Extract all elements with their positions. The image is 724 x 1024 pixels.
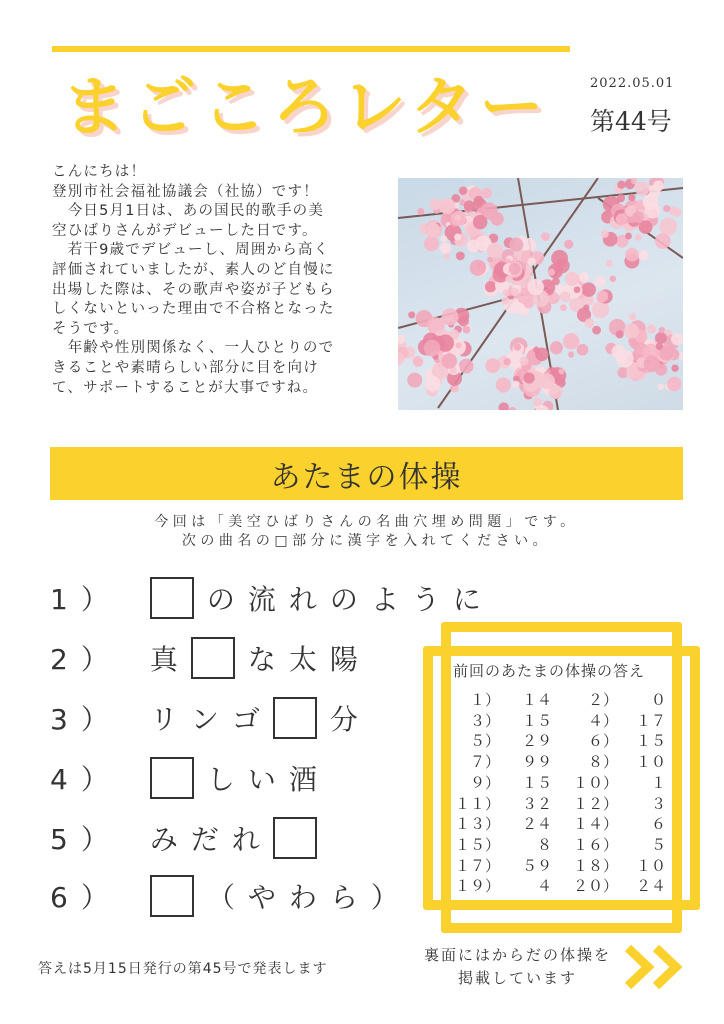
intro-line: しくないといった理由で不合格となった	[52, 301, 335, 318]
question-number: 6）	[50, 881, 122, 914]
blossom	[485, 281, 496, 292]
answer-row	[452, 835, 666, 856]
intro-line: 出場した際は、その歌声や姿が子どもら	[52, 281, 335, 298]
instruction-line: 今回は「美空ひばりさんの名曲穴埋め問題」です。	[154, 514, 579, 530]
blossom	[606, 260, 613, 267]
blossom	[643, 356, 659, 372]
back-page-line: 裏面にはからだの体操を	[423, 946, 611, 964]
blossom	[632, 211, 644, 223]
blossom	[616, 213, 628, 225]
blossom	[568, 352, 574, 358]
quiz-question	[50, 696, 371, 740]
answer-value: １７	[635, 711, 666, 730]
blossom	[653, 180, 664, 191]
blossom	[440, 242, 452, 254]
title-rule	[52, 46, 570, 52]
instruction-line: 次の曲名の□部分に漢字を入れてください。	[181, 533, 552, 549]
intro-line: 今日5月1日は、あの国民的歌手の美	[52, 203, 325, 220]
answer-value: １４	[521, 691, 552, 709]
blossom	[659, 327, 666, 334]
intro-line: 空ひばりさんがデビューした日です。	[52, 222, 318, 239]
blossom	[610, 276, 616, 282]
blossom	[592, 326, 601, 335]
blossom	[455, 215, 461, 221]
blossom	[579, 272, 589, 282]
question-text-after: の流れのように	[206, 583, 494, 616]
blossom	[564, 240, 573, 249]
blossom	[679, 350, 683, 362]
answer-number: ９）	[469, 773, 500, 792]
answer-value: １０	[635, 856, 666, 875]
blossom	[560, 291, 571, 302]
blossom	[424, 236, 439, 251]
question-number: 2）	[50, 643, 122, 676]
answer-number: １）	[469, 691, 500, 709]
answer-value: ９９	[521, 753, 552, 772]
question-text-before: 真	[149, 643, 191, 676]
newsletter-title: まごころレター	[62, 71, 550, 145]
blossom	[425, 223, 440, 238]
blossom	[585, 318, 595, 328]
answer-value: １０	[635, 753, 666, 772]
blossom	[533, 398, 542, 407]
blossom	[459, 359, 474, 374]
blossom	[487, 242, 503, 258]
blossom	[616, 330, 624, 338]
answer-value: ４	[536, 877, 552, 896]
blossom	[560, 304, 567, 311]
answer-value: １５	[635, 732, 666, 751]
blossom	[524, 373, 535, 384]
answer-number: １１）	[454, 794, 500, 813]
blossom	[663, 205, 670, 212]
blossom	[464, 200, 475, 211]
answer-number: ６）	[587, 732, 618, 751]
footer-note: 答えは5月15日発行の第45号で発表します	[38, 961, 328, 977]
answer-blank-box	[150, 757, 194, 799]
blossom	[459, 187, 467, 195]
blossom	[502, 297, 510, 305]
blossom	[655, 332, 667, 344]
blossom	[594, 276, 605, 287]
blossom	[548, 385, 562, 399]
answer-number: ８）	[587, 753, 618, 772]
blossom	[527, 257, 535, 265]
intro-line: こんにちは！	[52, 164, 147, 180]
quiz-question	[50, 756, 330, 800]
blossom	[550, 341, 563, 354]
intro-line: 評価されていましたが、素人のど自慢に	[52, 261, 335, 278]
answer-number: １５）	[454, 835, 500, 854]
answer-number: １９）	[454, 877, 500, 896]
blossom	[440, 235, 447, 242]
question-number: 5）	[50, 823, 122, 856]
section-banner	[50, 447, 683, 500]
answer-row	[452, 690, 666, 711]
blossom	[454, 233, 461, 240]
intro-line: そうです。	[52, 320, 130, 337]
blossom	[656, 343, 663, 350]
blossom	[565, 272, 579, 286]
blossom	[490, 212, 503, 225]
answer-value: １５	[521, 711, 552, 730]
answer-value: ０	[650, 691, 666, 709]
answer-row	[452, 814, 666, 835]
blossom	[441, 308, 458, 325]
answer-value: ８	[536, 835, 552, 854]
answer-value: ５	[650, 835, 666, 854]
quiz-question	[50, 816, 330, 860]
blossom	[407, 373, 422, 388]
answer-value: ２４	[635, 877, 666, 896]
blossom	[463, 326, 471, 334]
answer-number: ７）	[469, 753, 500, 772]
blossom	[504, 358, 511, 365]
answer-row	[452, 794, 666, 815]
blossom	[444, 253, 450, 259]
answer-value: ６	[650, 815, 666, 834]
answer-blank-box	[150, 875, 194, 917]
blossom	[474, 196, 484, 206]
answer-value: ５９	[521, 856, 552, 875]
blossom	[509, 238, 523, 252]
answer-blank-box	[191, 637, 235, 679]
blossom	[528, 279, 544, 295]
blossom	[456, 342, 462, 348]
blossom	[413, 357, 423, 367]
blossom	[481, 188, 492, 199]
back-page-note	[405, 944, 630, 990]
answer-blank-box	[273, 697, 317, 739]
blossom	[625, 233, 632, 240]
blossom	[638, 250, 648, 260]
answer-value: １５	[521, 773, 552, 792]
question-text-after: （やわら）	[206, 881, 412, 914]
blossom	[512, 381, 519, 388]
intro-line: 若干9歳でデビューし、周囲から高く	[52, 242, 330, 259]
quiz-question	[50, 636, 371, 680]
blossom	[657, 383, 664, 390]
answer-number: １７）	[454, 856, 500, 875]
blossom	[535, 348, 549, 362]
blossom	[635, 182, 649, 196]
answer-row	[452, 856, 666, 877]
blossom	[635, 234, 642, 241]
back-page-line: 掲載しています	[457, 969, 577, 987]
answer-number: ２０）	[572, 877, 618, 896]
double-chevron-icon	[622, 944, 692, 990]
blossom	[655, 233, 671, 249]
blossom	[424, 340, 441, 357]
blossom	[601, 230, 609, 238]
blossom	[456, 251, 465, 260]
answer-row	[452, 731, 666, 752]
intro-text	[52, 163, 392, 398]
question-text-after: 分	[329, 703, 371, 736]
intro-line: 登別市社会福祉協議会（社協）です！	[52, 183, 319, 200]
blossom	[425, 376, 441, 392]
answer-blank-box	[150, 577, 194, 619]
answer-value: ３２	[521, 794, 552, 813]
blossom	[496, 377, 511, 392]
answer-value: １	[650, 773, 666, 792]
question-text-before: リンゴ	[149, 703, 273, 736]
answer-row	[452, 752, 666, 773]
question-number: 4）	[50, 763, 122, 796]
answer-row	[452, 876, 666, 897]
question-text-before: みだれ	[149, 823, 273, 856]
blossom	[581, 282, 595, 296]
blossom	[597, 290, 609, 302]
blossom	[417, 208, 424, 215]
blossom	[671, 333, 683, 346]
blossom	[563, 333, 579, 349]
blossom	[583, 304, 589, 310]
blossom	[659, 217, 677, 235]
blossom	[574, 286, 581, 293]
question-number: 3）	[50, 703, 122, 736]
blossom	[629, 313, 636, 320]
issue-number: 第44号	[590, 107, 672, 136]
blossom	[503, 289, 510, 296]
blossom	[473, 215, 487, 229]
intro-line: て、サポートすることが大事ですね。	[52, 379, 319, 396]
cherry-blossom-photo	[398, 178, 683, 410]
blossom	[429, 198, 441, 210]
question-text-after: な太陽	[247, 643, 371, 676]
question-number: 1）	[50, 583, 122, 616]
answer-value: ２９	[521, 732, 552, 751]
blossom	[514, 343, 521, 350]
answer-row	[452, 773, 666, 794]
blossom	[617, 181, 625, 189]
blossom	[548, 269, 555, 276]
answer-blank-box	[273, 817, 317, 859]
answer-number: ４）	[587, 711, 618, 730]
blossom	[439, 198, 455, 214]
blossom	[667, 377, 682, 392]
answer-number: １８）	[572, 856, 618, 875]
blossom	[408, 311, 415, 318]
blossom	[624, 323, 639, 338]
question-text-after: しい酒	[206, 763, 330, 796]
blossom	[639, 220, 653, 234]
section-title: あたまの体操	[270, 459, 463, 495]
blossom	[628, 194, 635, 201]
blossom	[442, 353, 458, 369]
blossom	[671, 364, 678, 371]
blossom	[508, 407, 516, 410]
blossom	[541, 232, 550, 241]
blossom	[509, 263, 521, 275]
blossom	[559, 368, 565, 374]
answer-number: ３）	[469, 711, 500, 730]
quiz-question	[50, 874, 412, 918]
blossom	[498, 402, 508, 410]
answer-number: １３）	[454, 815, 500, 834]
blossom	[485, 358, 500, 373]
answer-number: １４）	[572, 815, 618, 834]
answer-number: １２）	[572, 794, 618, 813]
quiz-question	[50, 576, 494, 620]
answer-row	[452, 711, 666, 732]
blossom	[577, 344, 589, 356]
blossom	[519, 356, 528, 365]
instructions	[50, 513, 683, 551]
issue-date: 2022.05.01	[590, 76, 675, 91]
blossom	[672, 208, 681, 217]
blossom	[611, 345, 625, 359]
answer-number: ５）	[469, 732, 500, 751]
intro-line: 年齢や性別関係なく、一人ひとりので	[52, 340, 335, 357]
answers-list	[452, 690, 666, 897]
blossom	[625, 248, 639, 262]
blossom	[631, 178, 637, 184]
blossom	[470, 260, 486, 276]
answer-value: ２４	[521, 815, 552, 834]
blossom	[510, 288, 519, 297]
answers-title: 前回のあたまの体操の答え	[453, 662, 646, 680]
blossom	[647, 324, 656, 333]
answer-number: １６）	[572, 835, 618, 854]
answer-number: ２）	[587, 691, 618, 709]
intro-line: きることや素晴らしい部分に目を向け	[52, 359, 319, 376]
answer-number: １０）	[572, 773, 618, 792]
blossom	[637, 371, 646, 380]
blossom	[555, 258, 570, 273]
answer-value: ３	[650, 794, 666, 813]
